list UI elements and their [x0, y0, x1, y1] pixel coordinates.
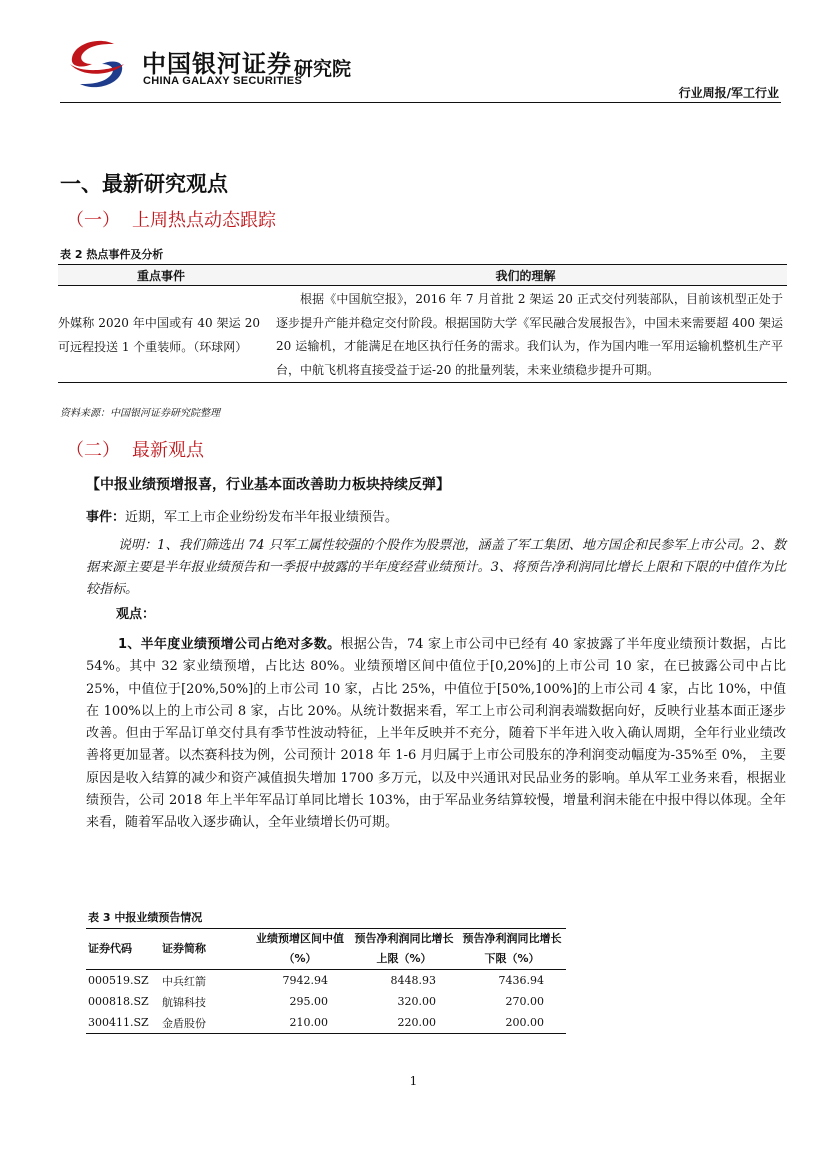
lower-value: 270.00 [505, 995, 544, 1008]
subsection-heading-1 [66, 206, 276, 232]
subsection-number: （一） [66, 210, 120, 231]
viewpoint-banner: 【中报业绩预增报喜，行业基本面改善助力板块持续反弹】 [86, 477, 450, 493]
column-header: 证券简称 [160, 929, 250, 970]
lower-value: 200.00 [458, 1012, 566, 1034]
subsection-title: 上周热点动态跟踪 [132, 210, 276, 231]
subsection-title: 最新观点 [132, 440, 204, 461]
event-label: 事件： [86, 510, 126, 525]
logo-english-name: CHINA GALAXY SECURITIES [143, 75, 303, 87]
event-text: 近期，军工上市企业纷纷发布半年报业绩预告。 [125, 510, 399, 525]
earnings-forecast-table [86, 928, 566, 1034]
point1-paragraph [86, 634, 786, 835]
event-cell: 外媒称 2020 年中国或有 40 架运 20 可远程投送 1 个重装师。（环球网） [58, 286, 264, 383]
analysis-cell: 根据《中国航空报》，2016 年 7 月首批 2 架运 20 正式交付列装部队，目前该机型正处于逐步提升产能并稳定交付阶段。根据国防大学《军民融合发展报告》，中国未来需要超 400 架运 20 运输机，才能满足在地区执行任务的需求。我们认为，作为国内唯一军用运输机整机生产平台，中航飞机将直接受益于运-20 的批量列装，未来业绩稳步提升可期。 [264, 286, 787, 383]
mid-value: 210.00 [250, 1012, 350, 1034]
column-header: 预告净利润同比增长上限（%） [350, 929, 458, 970]
table3-caption: 表 3 中报业绩预告情况 [88, 911, 203, 924]
column-header: 重点事件 [58, 265, 264, 286]
table-row [86, 1012, 566, 1034]
upper-value: 220.00 [350, 1012, 458, 1034]
column-header: 证券代码 [86, 929, 160, 970]
event-paragraph [86, 506, 398, 525]
subsection-heading-2 [66, 436, 204, 462]
mid-value: 295.00 [289, 995, 328, 1008]
point1-title: 1、半年度业绩预增公司占绝对多数。 [118, 637, 341, 652]
section-title: 一、最新研究观点 [60, 172, 228, 196]
upper-value: 320.00 [397, 995, 436, 1008]
methodology-note: 说明：1、我们筛选出 74 只军工属性较强的个股作为股票池，涵盖了军工集团、地方国企和民参军上市公司。2、数据来源主要是半年报业绩预告和一季报中披露的半年度经营业绩预计。3、将预告净利润同比增长上限和下限的中值作为比较指标。 [86, 538, 786, 597]
institute-label: 研究院 [294, 58, 352, 80]
lower-value: 7436.94 [498, 974, 544, 987]
logo-chinese-name: 中国银河证券 [142, 50, 292, 78]
security-name: 航锦科技 [162, 995, 206, 1009]
table-row [86, 991, 566, 1012]
hot-events-table [58, 264, 787, 383]
subsection-number: （二） [66, 440, 120, 461]
table2-source: 资料来源：中国银河证券研究院整理 [60, 408, 220, 419]
table-header-row [86, 929, 566, 970]
security-code: 000818.SZ [88, 995, 149, 1008]
table-row [86, 970, 566, 992]
mid-value: 7942.94 [282, 974, 328, 987]
table2-caption: 表 2 热点事件及分析 [60, 248, 164, 261]
security-name: 中兵红箭 [162, 974, 206, 988]
security-code: 000519.SZ [88, 974, 149, 987]
view-label: 观点： [116, 607, 156, 622]
page-number: 1 [409, 1074, 418, 1088]
security-name: 金盾股份 [160, 1012, 250, 1034]
table-row [58, 286, 787, 383]
table-header-row [58, 265, 787, 286]
upper-value: 8448.93 [390, 974, 436, 987]
column-header: 我们的理解 [264, 265, 787, 286]
point1-text: 根据公告，74 家上市公司中已经有 40 家披露了半年度业绩预计数据，占比 54%。其中 32 家业绩预增，占比达 80%。业绩预增区间中值位于[0,20%]的上市公司 10 家，在已披露公司中占比 25%，中值位于[20%,50%]的上市公司 10 家，占比 25%，中值位于[50%,100%]的上市公司 4 家，占比 10%，中值在 100%以上的上市公司 8 家，占比 20%。从统计数据来看，军工上市公司利润表端数据向好，反映行业基本面正逐步改善。但由于军品订单交付具有季节性波动特征，上半年反映并不充分，随着下半年进入收入确认周期，全年行业业绩改善将更加显著。以杰赛科技为例，公司预计 2018 年 1-6 月归属于上市公司股东的净利润变动幅度为-35%至 0%， 主要原因是收入结算的减少和资产减值损失增加 1700 多万元，以及中兴通讯对民品业务的影响。单从军工业务来看，根据业绩预告，公司 2018 年上半年军品订单同比增长 103%，由于军品业务结算较慢，增量利润未能在中报中得以体现。全年来看，随着军品收入逐步确认，全年业绩增长仍可期。 [86, 637, 787, 831]
galaxy-logo-icon [62, 38, 132, 90]
security-code: 300411.SZ [86, 1012, 160, 1034]
header-divider [60, 102, 781, 103]
report-category: 行业周报/军工行业 [678, 86, 779, 100]
column-header: 业绩预增区间中值（%） [250, 929, 350, 970]
column-header: 预告净利润同比增长下限（%） [458, 929, 566, 970]
